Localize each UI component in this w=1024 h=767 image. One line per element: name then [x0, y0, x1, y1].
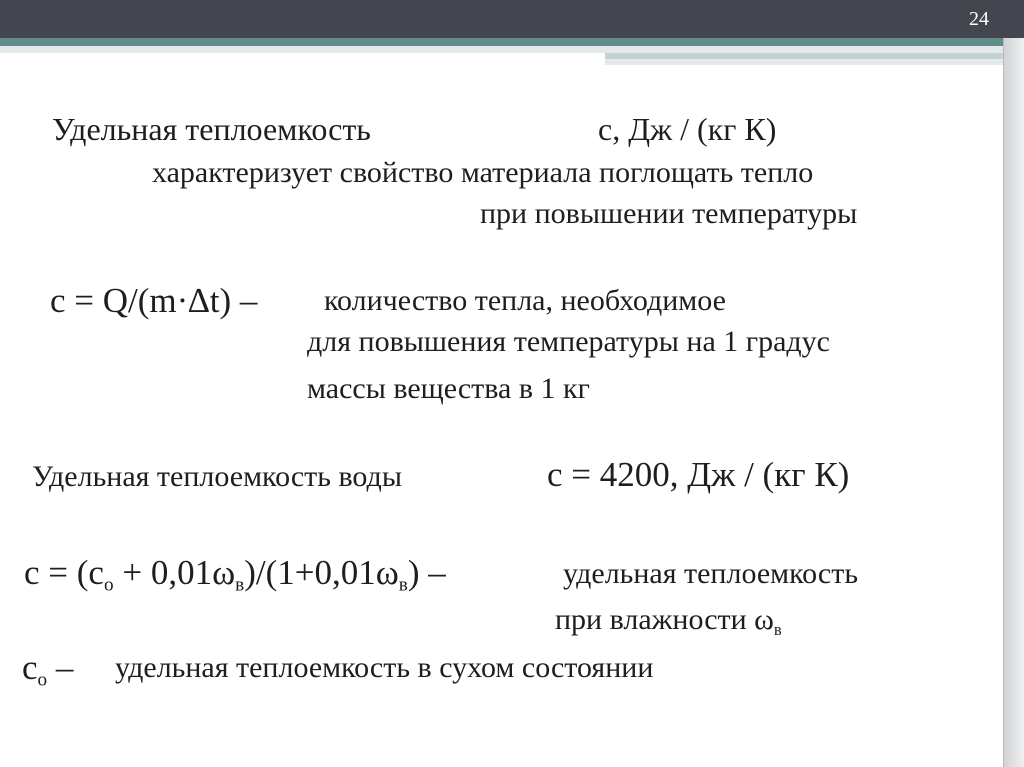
formula-humidity-desc: удельная теплоемкость — [563, 557, 859, 590]
c0-description: удельная теплоемкость в сухом состоянии — [115, 651, 654, 684]
header-bar — [0, 0, 1024, 38]
page-number: 24 — [969, 8, 989, 30]
humidity-line: при влажности $\omega_в$ — [555, 603, 782, 639]
characteristic-line-2: при повышении температуры — [480, 197, 858, 230]
water-label: Удельная теплоемкость воды — [32, 460, 402, 493]
header-accent-bar — [0, 38, 1003, 46]
header-strip-right-light — [605, 59, 1003, 65]
c0-symbol: $с_о$ – — [22, 648, 74, 691]
formula-specific-heat: с = Q/(m·∆t) – — [50, 281, 258, 320]
water-value: с = 4200, Дж / (кг К) — [547, 455, 850, 494]
title: Удельная теплоемкость — [52, 111, 371, 147]
page-edge-shadow — [1003, 38, 1024, 767]
definition-line-1: количество тепла, необходимое — [324, 284, 726, 317]
header-strip — [0, 46, 1003, 53]
characteristic-line-1: характеризует свойство материала поглощать тепло — [152, 156, 814, 189]
definition-line-3: массы вещества в 1 кг — [307, 372, 590, 405]
formula-humidity: $с = (с_о + 0,01\omega_в)/(1+0,01\omega_в)$ – — [24, 553, 446, 596]
page-edge-line — [1003, 38, 1004, 767]
definition-line-2: для повышения температуры на 1 градус — [307, 325, 830, 358]
title-unit: c, Дж / (кг К) — [598, 111, 777, 147]
